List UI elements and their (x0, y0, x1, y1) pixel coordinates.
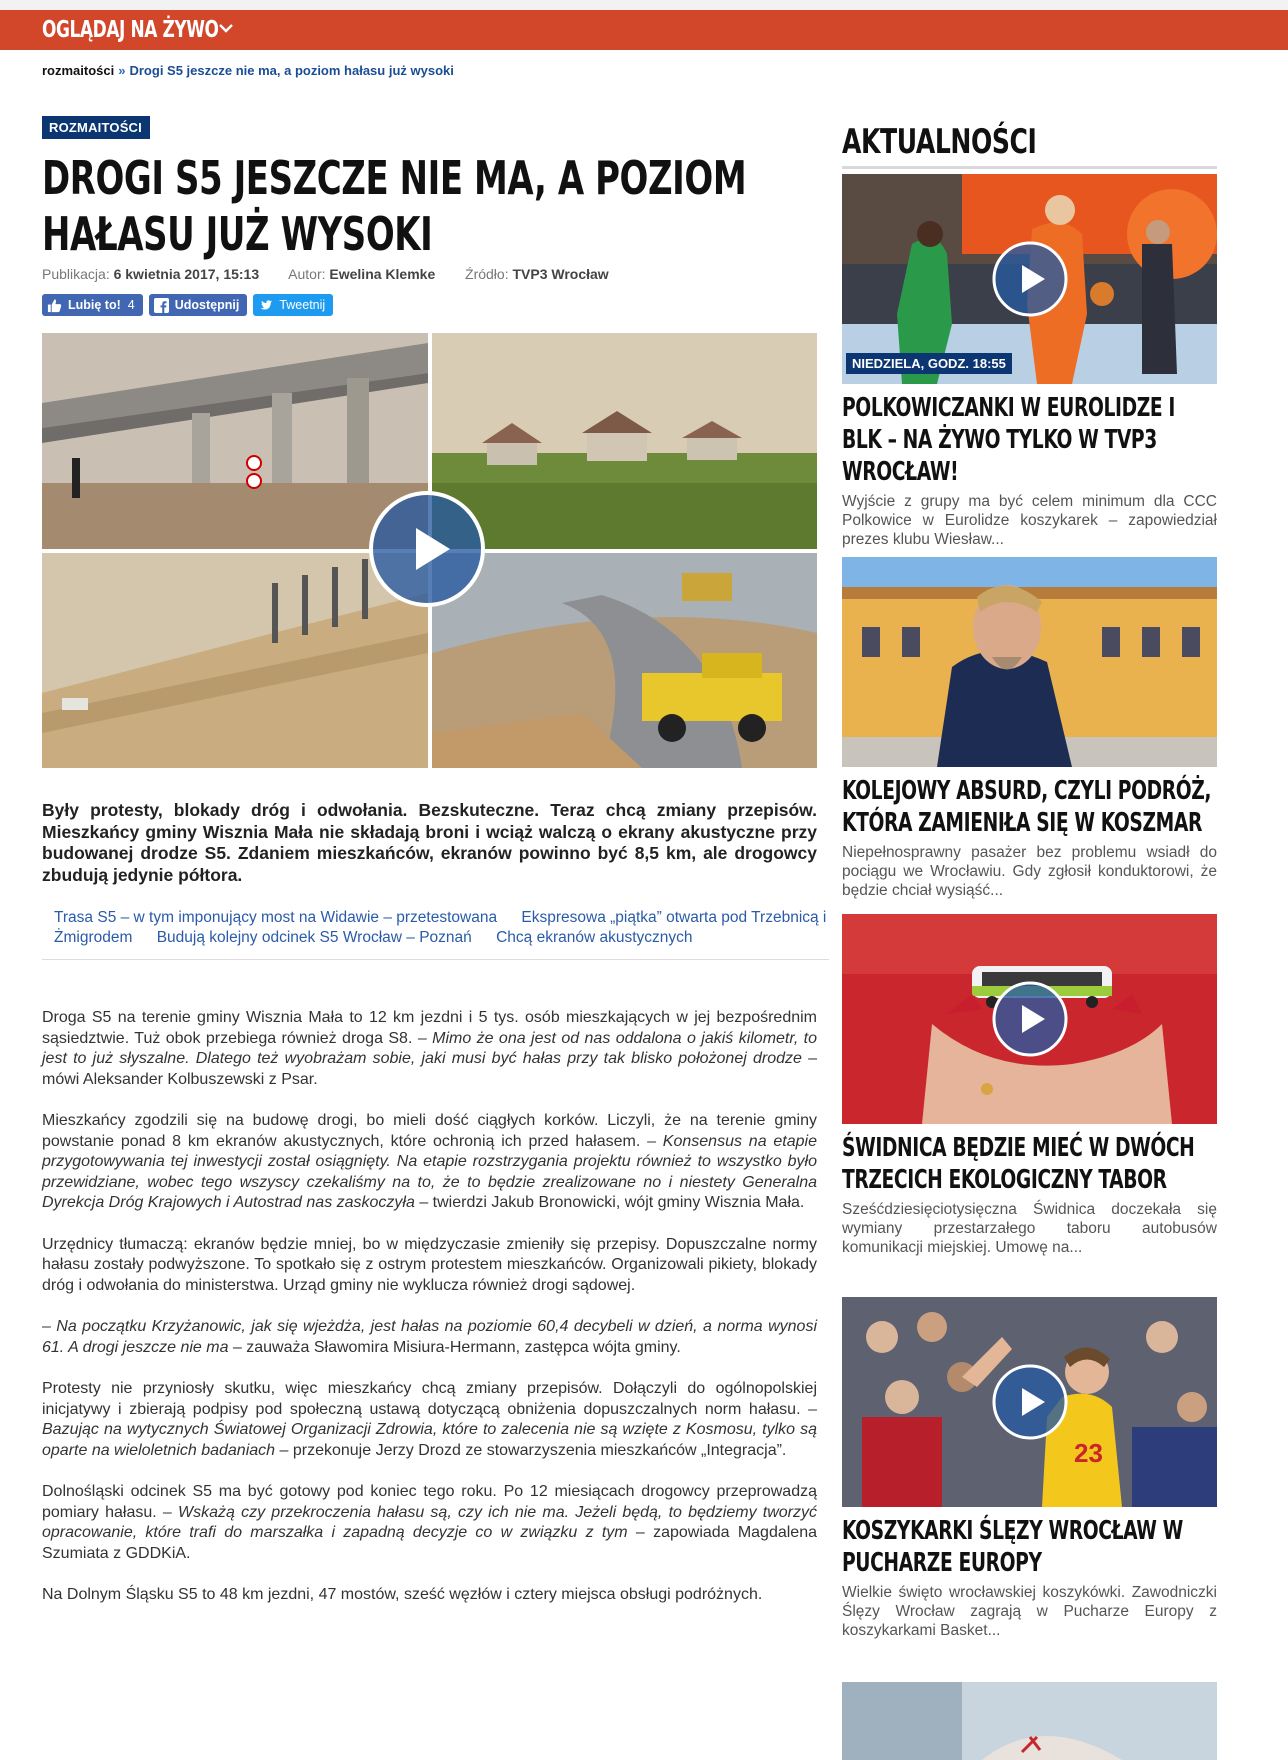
article-meta (42, 266, 609, 282)
news-card-title[interactable]: KOSZYKARKI ŚLĘZY WROCŁAW W PUCHARZE EUROPY (842, 1516, 1183, 1578)
social-buttons (42, 294, 333, 316)
article-lead: Były protesty, blokady dróg i odwołania. Bezskuteczne. Teraz chcą zmiany przepisów. Mieszkańcy gminy Wisznia Mała nie składają broni i wciąż walczą o ekrany akustyczne przy budowanej drodze S5. Zdaniem mieszkańców, ekranów powinno być 8,5 km, ale drogowcy zbudują jedynie półtora. (42, 800, 817, 885)
play-icon[interactable] (992, 1364, 1068, 1440)
video-player[interactable] (42, 333, 817, 768)
news-thumbnail[interactable] (842, 914, 1217, 1124)
related-link[interactable]: Ekspresowa „piątka” otwarta pod Trzebnicą i Żmigrodem (54, 909, 827, 946)
news-card[interactable] (842, 557, 1217, 900)
play-icon[interactable] (368, 490, 486, 608)
share-label: Udostępnij (174, 298, 240, 312)
svg-text:23: 23 (1074, 1438, 1103, 1468)
sidebar-title: AKTUALNOŚCI (842, 122, 1037, 162)
top-strip (0, 0, 1288, 10)
news-thumbnail[interactable] (842, 1297, 1217, 1507)
sidebar-divider (842, 166, 1217, 169)
live-bar-label[interactable]: OGLĄDAJ NA ŻYWO (42, 17, 219, 43)
article-body (42, 1008, 817, 1627)
source-label: Źródło: (465, 266, 509, 282)
news-card-title[interactable]: KOLEJOWY ABSURD, CZYLI PODRÓŻ, KTÓRA ZAMIENIŁA SIĘ W KOSZMAR (842, 776, 1212, 838)
article-paragraph: Mieszkańcy zgodzili się na budowę drogi, bo mieli dość ciągłych korków. Liczyli, że na terenie gminy powstanie ponad 8 km ekranów akustycznych, które ochronią ich przed hałasem. – Konsensus na etapie przygotowywania tej inwestycji został osiągnięty. Na etapie rozstrzygania projektu również to wszystko było przewidziane, wobec tego wszyscy czekaliśmy na to, że to będzie zrealizowane no i niestety Generalna Dyrekcja Dróg Krajowych i Autostrad nas zaskoczyła – twierdzi Jakub Bronowicki, wójt gminy Wisznia Mała. (42, 1112, 818, 1211)
chevron-down-icon[interactable] (218, 20, 234, 36)
author-name: Ewelina Klemke (329, 266, 436, 282)
share-button[interactable] (149, 294, 248, 316)
article-paragraph: Dolnośląski odcinek S5 ma być gotowy pod koniec tego roku. Po 12 miesiącach drogowcy przeprowadzą pomiary hałasu. – Wskażą czy przekroczenia hałasu są, czy ich nie ma. Jeżeli będą, to będziemy tworzyć opracowanie, które trafi do marszałka i zapadną decyzje co w związku z tym – zapowiada Magdalena Szumiata z GDDKiA. (42, 1483, 818, 1562)
tweet-label: Tweetnij (279, 298, 326, 312)
news-thumbnail[interactable] (842, 1682, 1217, 1760)
related-links (42, 908, 829, 960)
news-card[interactable] (842, 174, 1217, 549)
breadcrumb-separator: » (118, 63, 126, 78)
news-card-title[interactable]: POLKOWICZANKI W EUROLIDZE I BLK – NA ŻYWO TYLKO W TVP3 WROCŁAW! (842, 393, 1175, 487)
like-button[interactable] (42, 294, 143, 316)
article-paragraph: Na Dolnym Śląsku S5 to 48 km jezdni, 47 mostów, sześć węzłów i cztery miejsca obsługi podróżnych. (42, 1586, 763, 1603)
news-card[interactable] (842, 1297, 1217, 1640)
news-card-title[interactable]: ŚWIDNICA BĘDZIE MIEĆ W DWÓCH TRZECICH EKOLOGICZNY TABOR (842, 1133, 1195, 1195)
date-badge: NIEDZIELA, GODZ. 18:55 (846, 353, 1012, 374)
article-title: DROGI S5 JESZCZE NIE MA, A POZIOM HAŁASU JUŻ WYSOKI (42, 151, 747, 261)
live-bar[interactable] (0, 10, 1288, 50)
news-card-excerpt: Sześćdziesięciotysięczna Świdnica doczekała się wymiany przestarzałego taboru autobusów komunikacji miejskiej. Umowę na... (842, 1201, 1217, 1256)
breadcrumb-section[interactable]: rozmaitości (42, 63, 115, 78)
thumbs-up-icon (47, 298, 62, 313)
breadcrumb (42, 63, 454, 78)
category-badge[interactable]: ROZMAITOŚCI (42, 116, 150, 139)
play-icon[interactable] (992, 981, 1068, 1057)
article-paragraph: Protesty nie przyniosły skutku, więc mieszkańcy chcą zmiany przepisów. Dołączyli do ogólnopolskiej inicjatywy i zbierają podpisy pod społeczną ustawą dotyczącą obniżenia dopuszczalnych norm hałasu. – Bazując na wytycznych Światowej Organizacji Zdrowia, które to zalecenia nie są wzięte z Kosmosu, tylko są oparte na wieloletnich badaniach – przekonuje Jerzy Drozd ze stowarzyszenia mieszkańców „Integracja”. (42, 1380, 817, 1459)
news-thumbnail[interactable] (842, 557, 1217, 767)
play-icon[interactable] (992, 241, 1068, 317)
facebook-icon (154, 298, 169, 313)
article-paragraph: Urzędnicy tłumaczą: ekranów będzie mniej, bo w międzyczasie zmieniły się przepisy. Dopuszczalne normy hałasu zostały podwyższone. To spotkało się z ostrym protestem mieszkańców. Organizowali pikiety, blokady dróg i odwołania do ministerstwa. Urząd gminy nie wyklucza również drogi sądowej. (42, 1235, 817, 1294)
tweet-button[interactable] (253, 294, 333, 316)
news-card-excerpt: Wyjście z grupy ma być celem minimum dla CCC Polkowice w Eurolidze koszykarek – zapowiedział prezes klubu Wiesław... (842, 493, 1217, 548)
related-link[interactable]: Budują kolejny odcinek S5 Wrocław – Poznań (156, 928, 472, 946)
news-card[interactable] (842, 914, 1217, 1257)
article-paragraph: Droga S5 na terenie gminy Wisznia Mała to 12 km jezdni i 5 tys. osób mieszkających w jej bezpośrednim sąsiedztwie. Tuż obok przebiega również droga S8. – Mimo że ona jest od nas oddalona o jakiś kilometr, to jest to już słyszalne. Dlatego też wyobrażam sobie, jaki musi być hałas przy tak blisko położonej drodze – mówi Aleksander Kolbuszewski z Psar. (42, 1009, 818, 1088)
news-card-excerpt: Wielkie święto wrocławskiej koszykówki. Zawodniczki Ślęzy Wrocław zagrają w Pucharze Europy z koszykarkami Basket... (842, 1584, 1217, 1639)
like-label: Lubię to! (68, 298, 121, 312)
pub-date: 6 kwietnia 2017, 15:13 (113, 266, 260, 282)
news-thumbnail[interactable] (842, 174, 1217, 384)
related-link[interactable]: Chcą ekranów akustycznych (496, 928, 693, 946)
twitter-bird-icon (258, 298, 273, 313)
source-name: TVP3 Wrocław (512, 266, 609, 282)
related-link[interactable]: Trasa S5 – w tym imponujący most na Widawie – przetestowana (54, 909, 498, 926)
pub-label: Publikacja: (42, 266, 110, 282)
news-card-excerpt: Niepełnosprawny pasażer bez problemu wsiadł do pociągu we Wrocławiu. Gdy zgłosił konduktorowi, że będzie chciał wysiąść... (842, 844, 1217, 899)
news-card[interactable] (842, 1682, 1217, 1760)
author-label: Autor: (288, 266, 326, 282)
article-paragraph: – Na początku Krzyżanowic, jak się wjeżdża, jest hałas na poziomie 60,4 decybeli w dzień, a norma wynosi 61. A drogi jeszcze nie ma – zauważa Sławomira Misiura-Hermann, zastępca wójta gminy. (42, 1318, 817, 1356)
breadcrumb-current[interactable]: Drogi S5 jeszcze nie ma, a poziom hałasu już wysoki (129, 63, 454, 78)
like-count: 4 (127, 298, 135, 312)
